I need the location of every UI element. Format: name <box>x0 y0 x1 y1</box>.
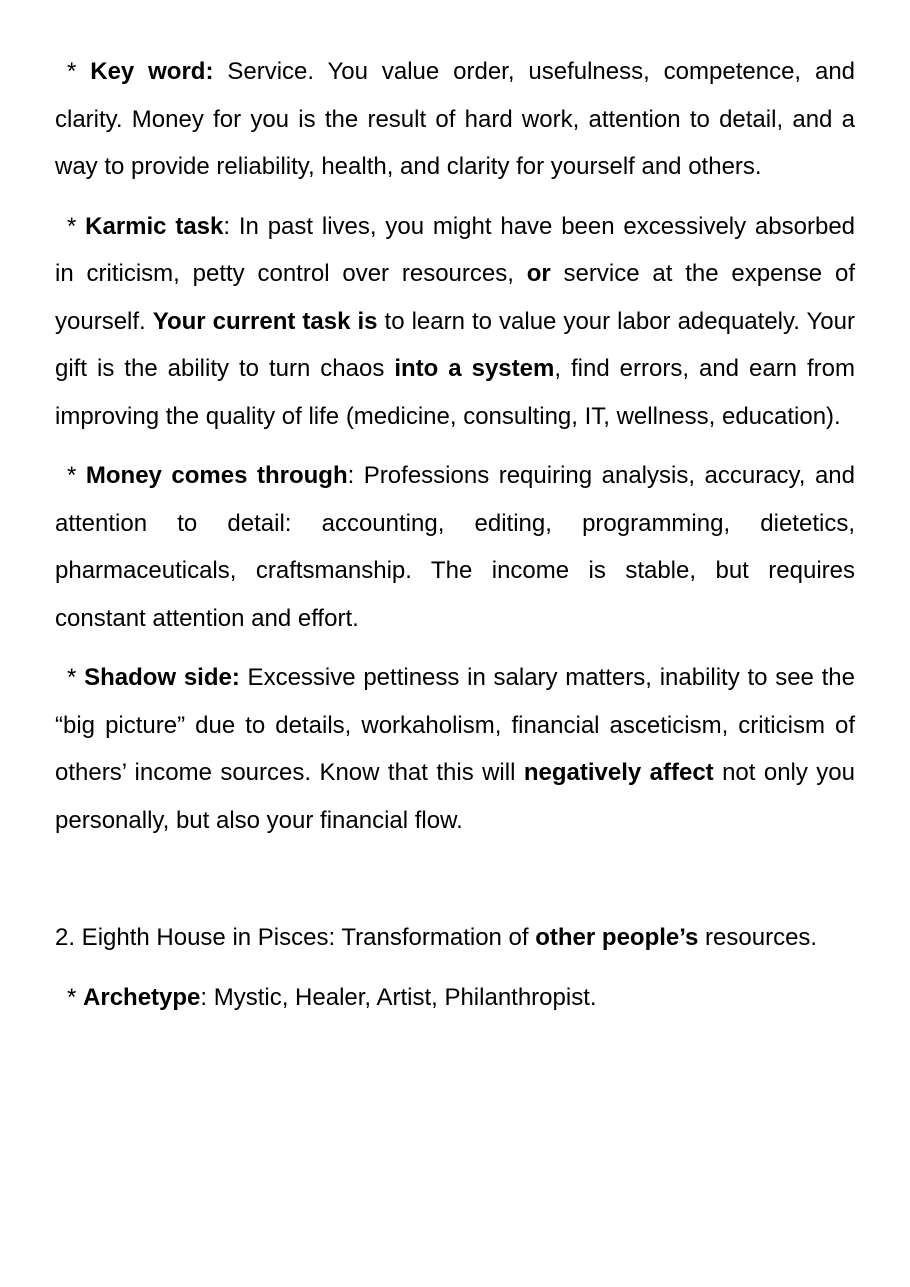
money-comes-through-label: Money comes through <box>85 462 348 489</box>
karmic-task-paragraph: * Karmic task: In past lives, you might have been excessively absorbed in criticism, petty control over resources, or service at the expense of yourself. Your current task is to learn to value your labor adequately. Your gift is the ability to turn chaos into a system, find errors, and earn from improving the quality of life (medicine, consulting, IT, wellness, education). <box>55 212 856 430</box>
key-word-paragraph: * Key word: Service. You value order, usefulness, competence, and clarity. Money for you is the result of hard work, attention to detail, and a way to provide reliability, health, and clarity for yourself and others. <box>55 58 856 180</box>
eighth-house-heading: 2. Eighth House in Pisces: Transformation of other people’s resources. <box>55 924 818 951</box>
key-word-label: Key word: <box>90 58 214 85</box>
karmic-task-label: Karmic task <box>85 212 224 240</box>
shadow-side-paragraph: * Shadow side: Excessive pettiness in salary matters, inability to see the “big picture” due to details, workaholism, financial asceticism, criticism of others’ income sources. Know that this will negatively affect not only you personally, but also your financial flow. <box>55 664 855 834</box>
archetype-paragraph: * Archetype: Mystic, Healer, Artist, Philanthropist. <box>67 983 597 1011</box>
document-page <box>55 48 855 1021</box>
money-comes-through-paragraph: * Money comes through: Professions requiring analysis, accuracy, and attention to detail: accounting, editing, programming, dietetics, pharmaceuticals, craftsmanship. The income is stable, but requires constant attention and effort. <box>55 462 856 632</box>
shadow-side-label: Shadow side: <box>84 664 240 691</box>
archetype-label: Archetype <box>83 983 201 1011</box>
